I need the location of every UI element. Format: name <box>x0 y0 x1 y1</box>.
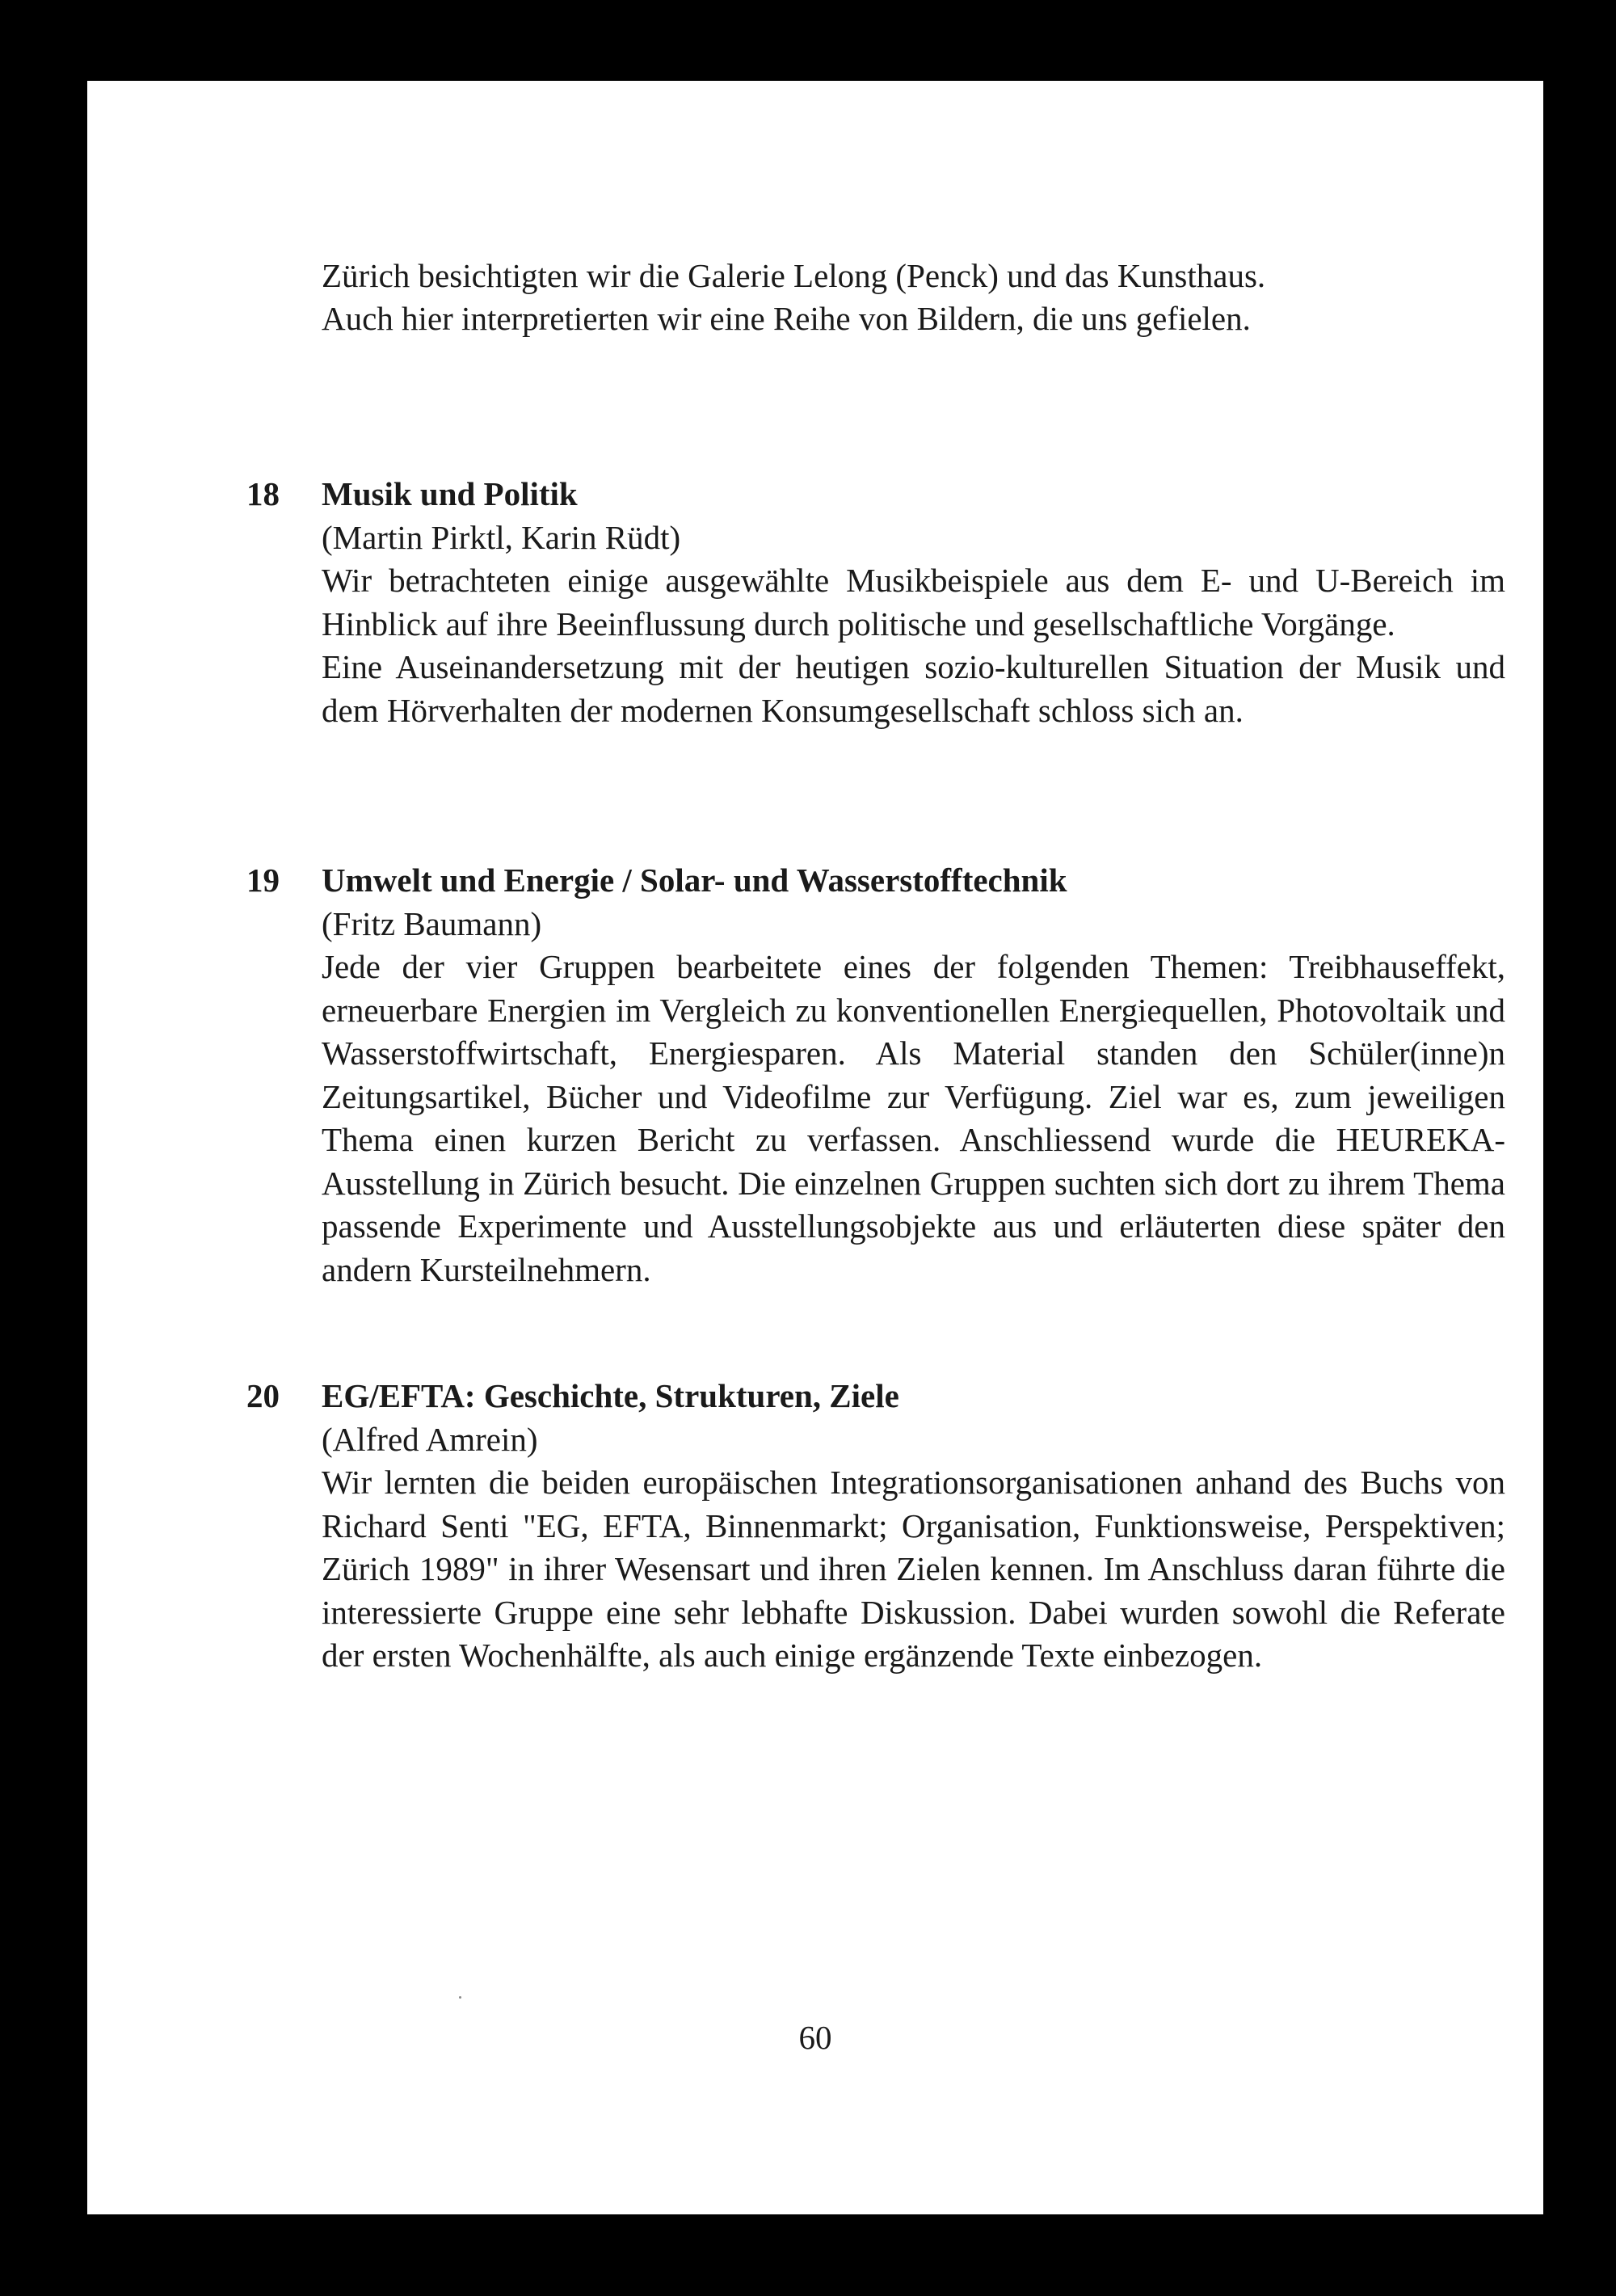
section-authors: (Fritz Baumann) <box>322 904 542 942</box>
section-authors: (Martin Pirktl, Karin Rüdt) <box>322 518 681 556</box>
section-number: 19 <box>246 862 280 899</box>
section-text <box>322 946 1505 1291</box>
page-number: 60 <box>798 2019 832 2056</box>
section-title: Umwelt und Energie / Solar- und Wasserstofftechnik <box>322 862 1067 899</box>
section-paragraph: Eine Auseinandersetzung mit der heutigen sozio-kulturellen Situation der Musik und dem Hörverhalten der modernen Konsumgesellschaft schloss sich an. <box>322 648 1505 729</box>
scan-speck <box>459 1996 461 1999</box>
section-title: EG/EFTA: Geschichte, Strukturen, Ziele <box>322 1377 899 1414</box>
section-paragraph: Jede der vier Gruppen bearbeitete eines der folgenden Themen: Treibhauseffekt, erneuerbare Energien im Vergleich zu konventionellen Energiequellen, Photovoltaik und Wasserstoffwirtschaft, Energiesparen. Als Material standen den Schüler(inne)n Zeitungsartikel, Bücher und Videofilme zur Verfügung. Ziel war es, zum jeweiligen Thema einen kurzen Bericht zu verfassen. Anschliessend wurde die HEUREKA-Ausstellung in Zürich besucht. Die einzelnen Gruppen suchten sich dort zu ihrem Thema passende Experimente und Ausstellungsobjekte aus und erläuterten diese später den andern Kursteilnehmern. <box>322 948 1505 1288</box>
section-paragraph: Wir betrachteten einige ausgewählte Musikbeispiele aus dem E- und U-Bereich im Hinblick auf ihre Beeinflussung durch politische und gesellschaftliche Vorgänge. <box>322 562 1505 642</box>
section-paragraph: Wir lernten die beiden europäischen Integrationsorganisationen anhand des Buchs von Richard Senti "EG, EFTA, Binnenmarkt; Organisation, Funktionsweise, Perspektiven; Zürich 1989" in ihrer Wesensart und ihren Zielen kennen. Im Anschluss daran führte die interessierte Gruppe eine sehr lebhafte Diskussion. Dabei wurden sowohl die Referate der ersten Wochenhälfte, als auch einige ergänzende Texte einbezogen. <box>322 1464 1505 1674</box>
section-number: 20 <box>246 1377 280 1414</box>
section-body <box>322 473 1505 732</box>
section-number: 18 <box>246 475 280 512</box>
section-title: Musik und Politik <box>322 475 578 512</box>
section-text <box>322 1461 1505 1678</box>
intro-paragraph <box>322 255 1505 340</box>
section-authors: (Alfred Amrein) <box>322 1420 538 1458</box>
section-body <box>322 1375 1505 1678</box>
document-page <box>87 81 1543 2214</box>
section-body <box>322 859 1505 1291</box>
intro-line: Auch hier interpretierten wir eine Reihe von Bildern, die uns gefielen. <box>322 300 1251 337</box>
section-text <box>322 559 1505 732</box>
intro-line: Zürich besichtigten wir die Galerie Lelong (Penck) und das Kunsthaus. <box>322 257 1266 294</box>
